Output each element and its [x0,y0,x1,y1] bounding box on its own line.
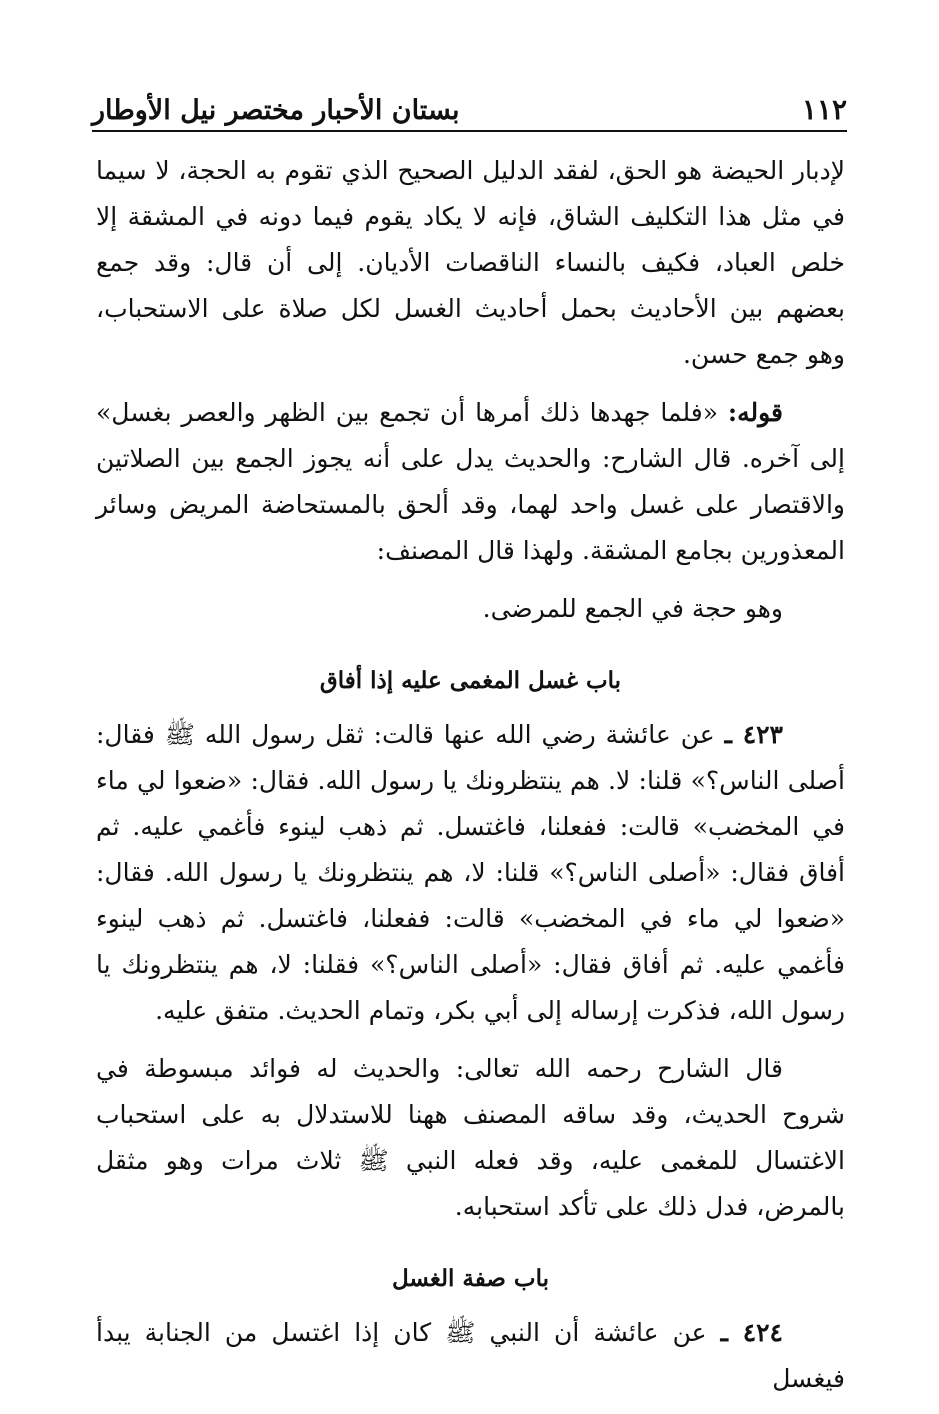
chapter-heading: باب صفة الغسل [391,1265,549,1292]
page-number: ١١٢ [801,93,847,126]
hadith-text: عن عائشة رضي الله عنها قالت: ثقل رسول الله ﷺ فقال: أصلى الناس؟» قلنا: لا. هم ينتظرونك يا رسول الله. فقال: «ضعوا لي ماء في المخضب» قالت: ففعلنا، فاغتسل. ثم ذهب لينوء فأغمي عليه. ثم أفاق فقال: «أصلى الناس؟» قلنا: لا، هم ينتظرونك يا رسول الله. فقال: «ضعوا لي ماء في المخضب» قالت: ففعلنا، فاغتسل. ثم ذهب لينوء فأغمي عليه. ثم أفاق فقال: «أصلى الناس؟» فقلنا: لا، هم ينتظرونك يا رسول الله، فذكرت إرساله إلى أبي بكر، وتمام الحديث. متفق عليه. [96,720,845,1025]
hadith-paragraph [96,1310,845,1402]
hadith-number: ٤٢٤ ـ [720,1318,783,1347]
paragraph-author-note: وهو حجة في الجمع للمرضى. [482,594,783,623]
chapter-heading: باب غسل المغمى عليه إذا أفاق [319,667,622,694]
hadith-number: ٤٢٣ ـ [724,720,783,749]
hadith-text: عن عائشة أن النبي ﷺ كان إذا اغتسل من الجنابة يبدأ فيغسل [96,1318,845,1393]
page-header [92,80,847,132]
paragraph-commentary: قال الشارح رحمه الله تعالى: والحديث له فوائد مبسوطة في شروح الحديث، وقد ساقه المصنف ههنا للاستدلال به على استحباب الاغتسال للمغمى عليه، وقد فعله النبي ﷺ ثلاث مرات وهو مثقل بالمرض، فدل ذلك على تأكد استحبابه. [96,1054,845,1221]
running-title: بستان الأحبار مختصر نيل الأوطار [92,95,460,126]
paragraph-commentary [96,390,845,574]
page-body [96,148,845,1414]
hadith-paragraph [96,712,845,1034]
paragraph-lead-word: قوله: [727,398,783,427]
paragraph-continuation: لإدبار الحيضة هو الحق، لفقد الدليل الصحيح الذي تقوم به الحجة، لا سيما في مثل هذا التكليف الشاق، فإنه لا يكاد يقوم فيما دونه في المشقة إلا خلص العباد، فكيف بالنساء الناقصات الأديان. إلى أن قال: وقد جمع بعضهم بين الأحاديث بحمل أحاديث الغسل لكل صلاة على الاستحباب، وهو جمع حسن. [96,156,845,369]
paragraph-text: «فلما جهدها ذلك أمرها أن تجمع بين الظهر والعصر بغسل» إلى آخره. قال الشارح: والحديث يدل على أنه يجوز الجمع بين الصلاتين والاقتصار على غسل واحد لهما، وقد ألحق بالمستحاضة المريض وسائر المعذورين بجامع المشقة. ولهذا قال المصنف: [96,398,845,565]
